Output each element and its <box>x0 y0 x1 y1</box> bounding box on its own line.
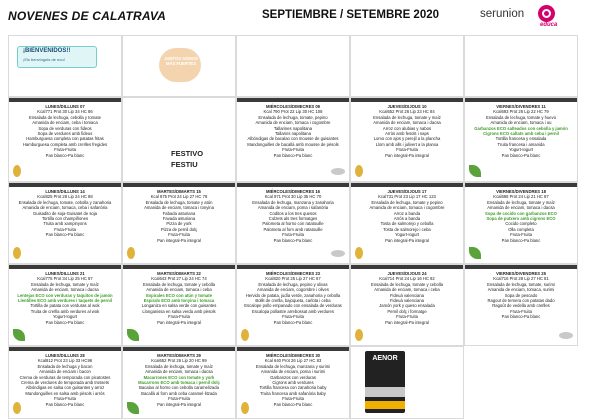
menu-line: Truita francesa amb safanòria baby <box>260 390 326 396</box>
day-menu-cell <box>464 264 578 346</box>
day-header-bar <box>351 98 463 102</box>
menu-line: Pan blanco-Pa blanc <box>501 314 541 320</box>
intro-empty-cell-2 <box>350 35 464 97</box>
day-header-bar <box>237 265 349 269</box>
menu-line: Ensalada de lechuga y bacon <box>37 363 93 369</box>
day-label: VIERNES/DIVENDRES 11 <box>496 104 546 109</box>
day-label: JUEVES/DIJOUS 17 <box>387 189 427 194</box>
menu-line: Amanida de enciam, tomaca, surimi <box>487 287 555 293</box>
menu-line: Pan blanco-Pa blanc <box>273 319 313 325</box>
nutrition-info: Kcal698 Prot 24 Lip 21 HC 87 <box>493 194 549 200</box>
menu-line: Truita francesa i amanida <box>497 141 545 147</box>
menu-line: Ensalada de lechuga, tomate y pepino <box>371 199 443 205</box>
nutrition-info: Kcal731 Prot 23 Lip 17 HC 123 <box>378 194 436 200</box>
menu-line: Espirales ECO con atún y tomate <box>146 292 212 298</box>
menu-line: Albóndigas de bacalao con mousse de guisantes <box>247 136 339 142</box>
menu-line: Bollit de creïlla, bajoqueta, carlota i ceba <box>255 298 331 304</box>
fish-icon <box>559 332 573 339</box>
menu-line: Amanida de enciam, tomaca i dacsa <box>487 205 555 211</box>
menu-line: Tosta de salmorejo y cebolla <box>380 221 434 227</box>
page-header <box>0 0 589 34</box>
menu-line: Amanida de enciam, tomaca i ceba <box>374 287 440 293</box>
day-menu-cell <box>464 182 578 264</box>
menu-line: Ensalada de lechuga, tomate y maíz <box>487 199 555 205</box>
menu-line: Amanida de enciam, tomaca, ceba i safanòria <box>22 205 108 211</box>
menu-line: Amanida de enciam, cogombre i olives <box>257 287 329 293</box>
menu-line: Ragout de ternera con patatas dado <box>487 298 555 304</box>
wheat-icon <box>241 402 249 414</box>
wheat-icon <box>241 329 249 341</box>
day-menu-cell <box>122 346 236 419</box>
nutrition-info: Kcal825 Prot 28 Lip 24 HC 88 <box>37 194 93 200</box>
menu-line: Cigrons ECO saltats amb ceba i pernil <box>483 131 559 137</box>
day-menu-cell <box>236 346 350 419</box>
welcome-text: ¡BIENVENIDOS!! <box>23 48 71 54</box>
menu-line: Arròs a banda <box>393 216 421 222</box>
menu-line: Ragoût de vedella amb creïlles <box>492 303 550 309</box>
fish-icon <box>331 168 345 175</box>
menu-line: Colzets als tres formatges <box>268 216 318 222</box>
menu-line: Pan blanco-Pa blanc <box>273 152 313 158</box>
menu-line: Amanida de enciam, poma i safanòria <box>257 205 329 211</box>
day-menu-cell <box>8 264 122 346</box>
aenor-seal: AENOR <box>365 351 405 413</box>
menu-line: Pizza de york <box>166 221 192 227</box>
menu-line: Fideuà valenciana <box>390 298 424 304</box>
leaf-icon <box>127 329 139 341</box>
menu-line: Tortilla francesa con zanahoria baby <box>259 385 327 391</box>
menu-line: Pan integral-Pa integral <box>385 152 429 158</box>
menu-line: Ensalada de lechuga, tomate y maíz <box>145 363 213 369</box>
menu-line: Tortilla con champiñones <box>41 216 89 222</box>
menu-line: Amanida de enciam, ceba i tomaca <box>32 120 98 126</box>
nutrition-info: Kcal693 Prot 26 Lip 22 HC 79 <box>493 109 549 115</box>
menu-line: Arroz a banda <box>393 210 421 216</box>
day-label: LUNES/DILLUNS 14 <box>45 189 85 194</box>
menu-line: Pernil dolç i formatge <box>387 308 427 314</box>
menu-line: Fruta-Fruita <box>396 147 418 153</box>
day-label: MARTES/DIMARTS 29 <box>157 353 201 358</box>
menu-line: Amanida de enciam, tomaca i dacsa <box>373 120 441 126</box>
wheat-icon <box>13 247 21 259</box>
menu-line: Fruta-Fruita <box>282 232 304 238</box>
menu-line: Amanida de enciam, tomaca i dacsa <box>31 287 99 293</box>
nutrition-info: Kcal652 Prot 26 Lip 20 HC 99 <box>151 358 207 364</box>
menu-line: Olla completa <box>508 226 534 232</box>
menu-line: Amanida de enciam, tomaca i dacsa <box>145 369 213 375</box>
holiday-label: FESTIVO FESTIU <box>171 149 204 169</box>
day-menu-cell <box>8 346 122 419</box>
menu-line: Amanida de enciam, tomaca i ou <box>490 120 552 126</box>
nutrition-info: Kcal812 Prot 23 Lip 33 HC96 <box>37 358 93 364</box>
day-label: MARTES/DIMARTS 15 <box>157 189 201 194</box>
nutrition-info: Kcal 790 Prot 22 Lip 30 HC 108 <box>263 109 323 115</box>
menu-line: Mandonguilles de bacallà amb mousse de pèsols <box>247 141 339 147</box>
menu-line: Palometa al forn amb ratatouille <box>263 226 323 232</box>
menu-line: Amanida de enciam, tomaca i tonyina <box>144 205 214 211</box>
day-header-bar <box>9 265 121 269</box>
menu-line: Fruta-Fruita <box>282 147 304 153</box>
menu-line: Fideuá valenciana <box>390 292 424 298</box>
wheat-icon <box>355 165 363 177</box>
menu-line: Pan blanco-Pa blanc <box>45 401 85 407</box>
certification-cell <box>350 346 464 419</box>
day-menu-cell <box>236 97 350 182</box>
day-menu-cell <box>350 182 464 264</box>
day-menu-cell <box>122 182 236 264</box>
brand-sub-label: educa <box>540 22 558 28</box>
menu-line: Pan integral-Pa integral <box>157 237 201 243</box>
day-menu-cell <box>350 264 464 346</box>
menu-line: Yogurt-Iogurt <box>394 232 420 238</box>
day-label: LUNES/DILLUNS 28 <box>45 353 85 358</box>
menu-line: Arròs amb fesols i naps <box>385 131 429 137</box>
menu-line: Arroz con alubias y nabos <box>382 125 432 131</box>
day-header-bar <box>9 183 121 187</box>
intro-together-cell <box>122 35 236 97</box>
wheat-icon <box>355 329 363 341</box>
menu-line: Pan blanco-Pa blanc <box>45 319 85 325</box>
page-title: NOVENES DE CALATRAVA <box>8 9 167 23</box>
menu-line: Sopa de verdures amb fideus <box>37 131 93 137</box>
day-label: JUEVES/DIJOUS 10 <box>387 104 427 109</box>
nutrition-info: Kcal716 Prot 28 Lip 27 HC 81 <box>493 276 549 282</box>
menu-line: Hamburguesa completa amb creïlles fregides <box>22 141 108 147</box>
menu-line: Hervido de patata, judía verde, zanahoria y cebolla <box>245 292 341 298</box>
menu-line: Bacallà al forn amb ceba caramel·litzada <box>141 390 217 396</box>
wheat-icon <box>13 165 21 177</box>
day-menu-cell <box>8 182 122 264</box>
menu-line: Tortilla francesa y ensalada <box>495 136 547 142</box>
welcome-subtext: ¡Els benvinguts de nou! <box>23 57 65 62</box>
together-text: JUNTOS SOMOS MÁS FUERTES <box>164 56 198 66</box>
menu-line: Pan integral-Pa integral <box>157 401 201 407</box>
intro-welcome-cell <box>8 35 122 97</box>
menu-line: Fruta-Fruita <box>168 314 190 320</box>
menu-line: Yogurt-Iogurt <box>508 147 534 153</box>
day-label: MARTES/DIMARTS 22 <box>157 271 201 276</box>
menu-line: Pan blanco-Pa blanc <box>45 232 85 238</box>
menu-line: Llom amb alls i julivert a la planxa <box>375 141 439 147</box>
day-header-bar <box>123 183 235 187</box>
menu-line: Llonganissa en salsa verda amb pèsols <box>142 308 216 314</box>
day-header-bar <box>123 347 235 351</box>
day-menu-cell <box>8 97 122 182</box>
menu-line: Fruta-Fruita <box>282 396 304 402</box>
day-label: VIERNES/DIVENDRES 18 <box>496 189 546 194</box>
menu-line: Ensalada de lechuga, tomate, pepino <box>258 114 328 120</box>
menu-line: Fruta-Fruita <box>510 232 532 238</box>
day-label: LUNES/DILLUNS 07 <box>45 104 85 109</box>
day-menu-cell <box>122 264 236 346</box>
menu-line: Cigrons amb verdures <box>272 380 314 386</box>
wheat-icon <box>13 402 21 414</box>
menu-line: Yogurt-Iogurt <box>52 314 78 320</box>
menu-line: Amanida de enciam, tomaca i cogombre <box>255 120 331 126</box>
menu-line: Ensalada de lechuga, tomate y cebolla <box>143 281 215 287</box>
holiday-cell <box>122 97 236 182</box>
menu-line: Fruta-Fruita <box>54 226 76 232</box>
menu-line: Sopa de verduras con fideos <box>38 125 92 131</box>
day-label: MIÉRCOLES/DIMECRES 30 <box>266 353 320 358</box>
menu-line: Ensalada de lechuga, tomate, surimi <box>487 281 555 287</box>
intro-empty-cell-1 <box>236 35 350 97</box>
menu-line: Sopa de cocido con garbanzos ECO <box>485 210 557 216</box>
menu-line: Bacalao al horno con cebolla caramelizada <box>139 385 219 391</box>
day-header-bar <box>237 98 349 102</box>
menu-line: Lentejas ECO con verduras y taquitos de jamón <box>17 292 113 298</box>
day-menu-cell <box>236 264 350 346</box>
day-header-bar <box>9 347 121 351</box>
day-header-bar <box>123 265 235 269</box>
menu-line: Palometa al horno con ratatouille <box>262 221 324 227</box>
menu-line: Sopa de putxero amb cigrons ECO <box>486 216 556 222</box>
day-label: MIÉRCOLES/DIMECRES 23 <box>266 271 320 276</box>
day-menu-cell <box>464 97 578 182</box>
menu-line: Ensalada de lechuga, pepino y olivas <box>258 281 328 287</box>
menu-line: Crema de verduras de temporada con picatostes <box>19 374 111 380</box>
nutrition-info: Kcal643 Prot 27 Lip 24 HC 74 <box>151 276 207 282</box>
nutrition-info: Kcal771 Prot 30 Lip 34 HC 86 <box>37 109 93 115</box>
nutrition-info: Kcal714 Prot 24 Lip 16 HC 92 <box>379 276 435 282</box>
menu-line: Pan integral-Pa integral <box>157 319 201 325</box>
wheat-icon <box>127 247 135 259</box>
menu-line: Amanida de enciam, tomaca i ceba <box>146 287 212 293</box>
intro-empty-cell-3 <box>464 35 578 97</box>
menu-line: Fruta-Fruita <box>54 396 76 402</box>
month-title: SEPTIEMBRE / SETEMBRE 2020 <box>262 9 440 21</box>
menu-line: Ensalada de lechuga, cebolla y tomate <box>29 114 101 120</box>
menu-line: Coditos a los tres quesos <box>269 210 317 216</box>
menu-line: Cocido completo <box>505 221 537 227</box>
menu-line: Fabada asturiana <box>162 210 196 216</box>
brand-logo-icon <box>538 5 555 22</box>
fish-icon <box>331 250 345 257</box>
menu-line: Guisadito de soja-Guisatet de soja <box>32 210 97 216</box>
menu-line: Ensalada de lechuga, tomate y atún <box>145 199 213 205</box>
menu-line: Llentilles ECO amb verdures i taquets de pernil <box>17 298 112 304</box>
nutrition-info: Kcal820 Prot 25 Lip 27 HC 67 <box>265 276 321 282</box>
day-header-bar <box>465 265 577 269</box>
menu-line: Amanida de enciam i bacon <box>39 369 91 375</box>
menu-line: Macarrones ECO con tomate y york <box>143 374 215 380</box>
menu-line: Escalopa pollastre arrebossat amb verdures <box>252 308 334 314</box>
menu-line: Fruta-Fruita <box>396 314 418 320</box>
menu-line: Espirals ECO amb tonyina i tomaca <box>143 298 215 304</box>
menu-line: Ensalada de lechuga, tomate, cebolla y zanahoria <box>18 199 112 205</box>
day-header-bar <box>465 183 577 187</box>
leaf-icon <box>469 247 481 259</box>
menu-line: Ensalada de lechuga, manzana y zanahoria <box>252 199 334 205</box>
menu-line: Fruta-Fruita <box>54 147 76 153</box>
menu-line: Mandonguilles en salsa amb pèsols i arròs <box>25 390 105 396</box>
menu-line: Amanida de enciam, tomaca i cogombre <box>369 205 445 211</box>
menu-line: Garbanzos con verduras <box>270 374 316 380</box>
menu-line: Fruta-Fruita <box>282 314 304 320</box>
day-header-bar <box>465 98 577 102</box>
menu-line: Longaniza en salsa verde con guisantes <box>141 303 217 309</box>
day-menu-cell <box>236 182 350 264</box>
nutrition-info: Kcal 640 Prot 26 Lip 27 HC 83 <box>264 358 322 364</box>
menu-line: Tallarines napolitana <box>273 125 313 131</box>
menu-line: Pan blanco-Pa blanc <box>501 152 541 158</box>
menu-line: Ensalada de lechuga, manzana y surimi <box>255 363 331 369</box>
nutrition-info: Kcal 875 Prot 24 Lip 27 HC 78 <box>150 194 208 200</box>
wheat-icon <box>355 247 363 259</box>
day-menu-cell <box>350 97 464 182</box>
leaf-icon <box>469 165 481 177</box>
menu-line: Lomo con ajos y perejil a la plancha <box>373 136 441 142</box>
nutrition-info: Kcal775 Prot 34 Lip 25 HC 87 <box>37 276 93 282</box>
day-label: MIÉRCOLES/DIMECRES 09 <box>266 104 320 109</box>
day-header-bar <box>237 183 349 187</box>
menu-line: Pan blanco-Pa blanc <box>501 237 541 243</box>
menu-line: Escalope pollo empanado con ensalada de verduras <box>244 303 342 309</box>
menu-line: Tallarins napolitana <box>275 131 311 137</box>
menu-line: Pan blanco-Pa blanc <box>273 401 313 407</box>
nutrition-info: Kcal 971 Prot 30 Lip 35 HC 70 <box>264 194 322 200</box>
menu-line: Ensalada de lechuga, tomate y huevo <box>485 114 557 120</box>
menu-line: Truita amb xampinyons <box>43 221 87 227</box>
menu-line: Pan integral-Pa integral <box>385 319 429 325</box>
menu-line: Ensalada de lechuga, tomate y maíz <box>31 281 99 287</box>
menu-line: Tosta de salmorejo i ceba <box>383 226 431 232</box>
menu-line: Pan blanco-Pa blanc <box>273 237 313 243</box>
menu-line: Sopa de pescado <box>504 292 538 298</box>
menu-line: Fruta-Fruita <box>168 232 190 238</box>
menu-line: Tortilla de patata con verduras al wok <box>30 303 100 309</box>
menu-line: Ensalada de lechuga, tomate y cebolla <box>371 281 443 287</box>
menu-line: Pan integral-Pa integral <box>385 237 429 243</box>
menu-line: Jamón york y queso ensalada <box>379 303 435 309</box>
day-label: LUNES/DILLUNS 21 <box>45 271 85 276</box>
day-header-bar <box>351 183 463 187</box>
day-label: VIERNES/DIVENDRES 25 <box>496 271 546 276</box>
menu-line: Pan blanco-Pa blanc <box>45 152 85 158</box>
nutrition-info: Kcal652 Prot 26 Lip 23 HC 84 <box>379 109 435 115</box>
menu-line: Garbanzos ECO salteados con cebolla y jamón <box>474 125 568 131</box>
brand-logo-text: serunion <box>480 8 525 20</box>
menu-line: Crema de verdures de temporada amb trossets <box>21 380 109 386</box>
menu-line: Truita de creïlla amb verdures al wok <box>30 308 100 314</box>
day-header-bar <box>9 98 121 102</box>
menu-line: Fruta-Fruita <box>168 396 190 402</box>
day-label: JUEVES/DIJOUS 24 <box>387 271 427 276</box>
menu-line: Hamburguesa completa con patatas fritas <box>26 136 104 142</box>
menu-line: Ensalada de lechuga, tomate y maíz <box>373 114 441 120</box>
menu-line: Albóndigas en salsa con guisantes y arroz <box>25 385 105 391</box>
day-header-bar <box>351 265 463 269</box>
menu-line: Favada asturiana <box>162 216 196 222</box>
menu-line: Pizza de pernil dolç <box>160 226 198 232</box>
menu-line: Amanida de enciam, poma i surimi <box>260 369 326 375</box>
menu-line: Macarrons ECO amb tomaca i pernil dolç <box>138 380 220 386</box>
menu-line: Fruta-Fruita <box>510 308 532 314</box>
day-header-bar <box>237 347 349 351</box>
menu-grid <box>8 35 578 419</box>
day-label: MIÉRCOLES/DIMECRES 16 <box>266 189 320 194</box>
leaf-icon <box>13 329 25 341</box>
